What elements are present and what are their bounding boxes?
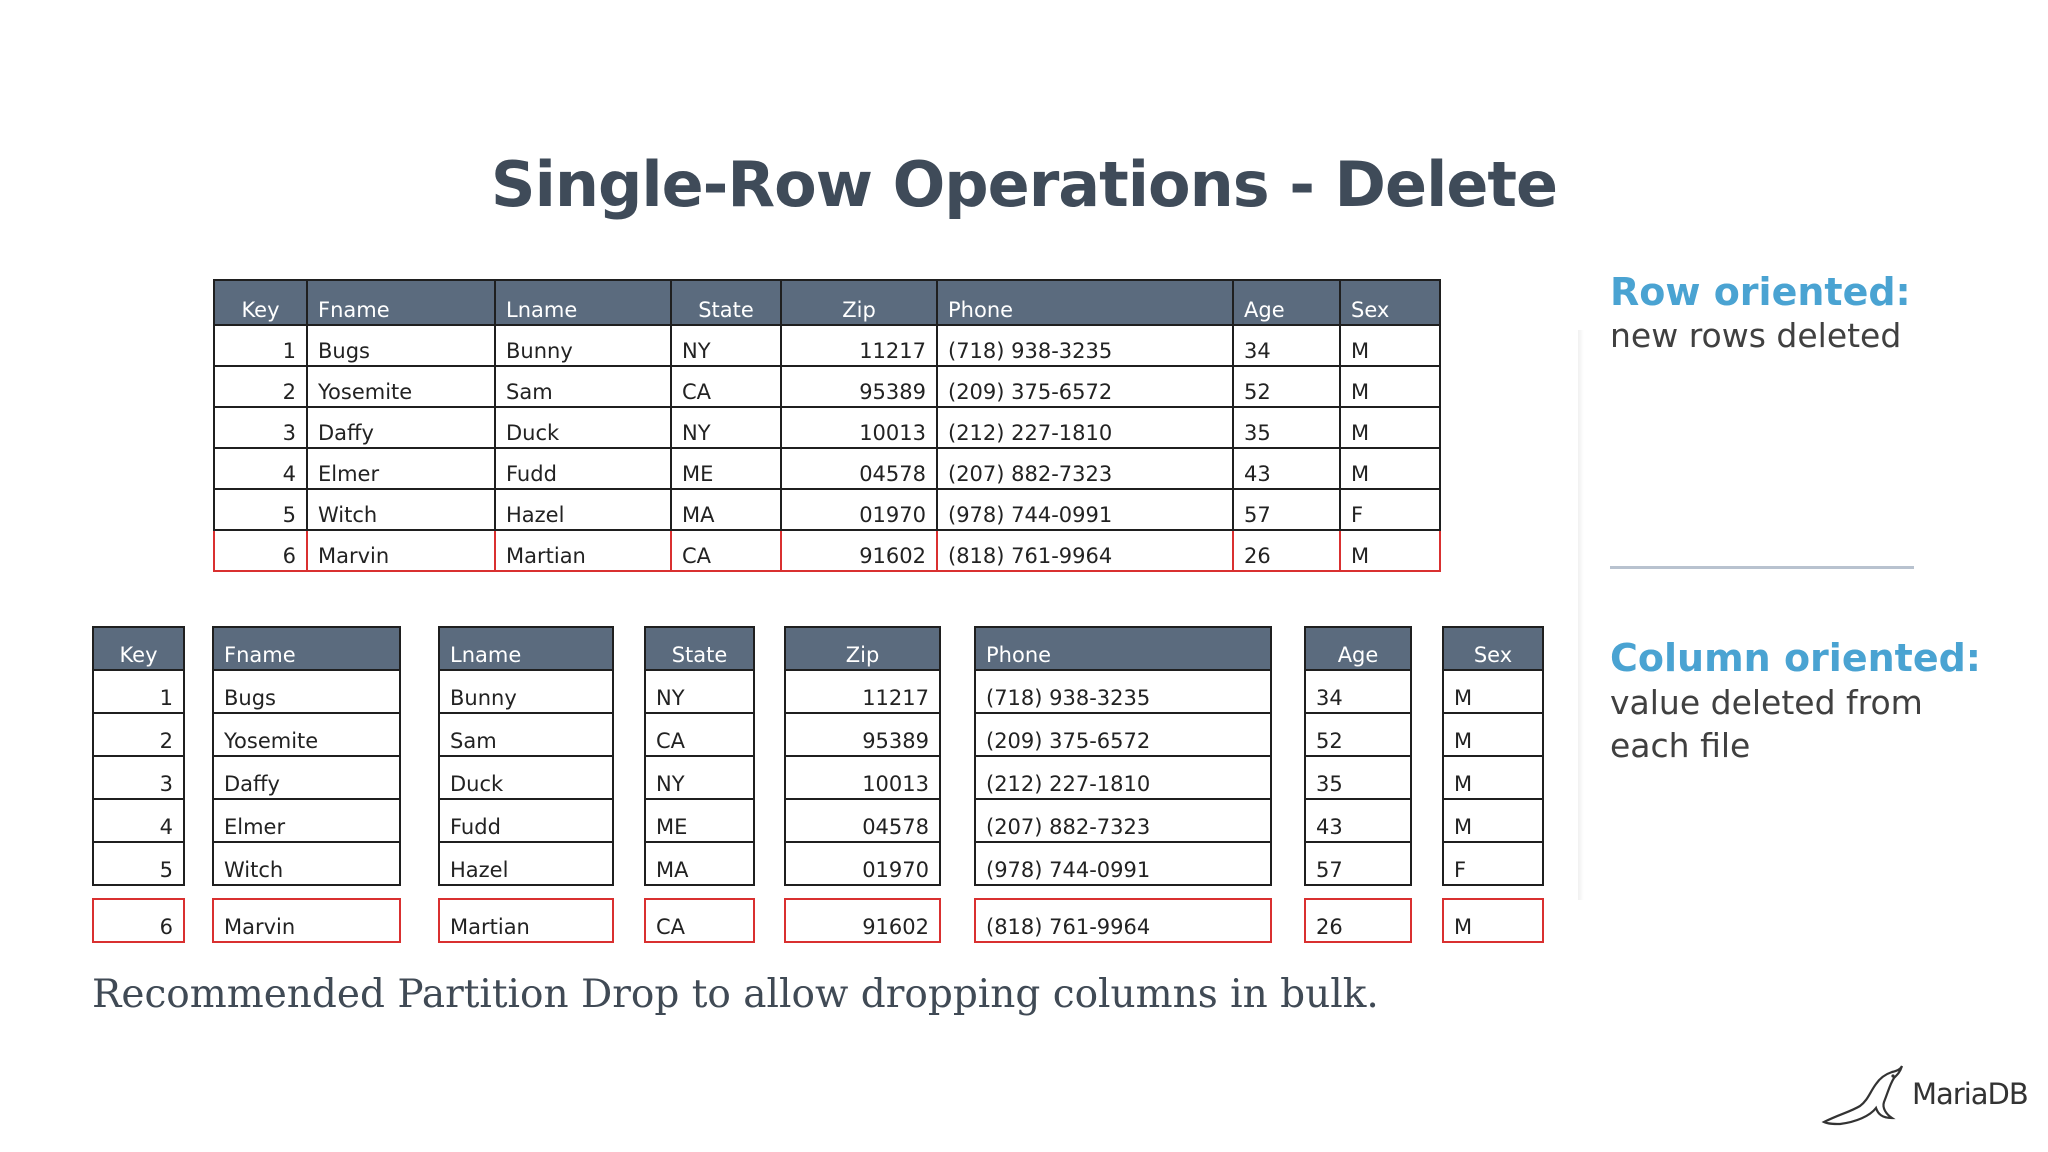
column-file-cell: Bugs: [213, 670, 400, 713]
column-oriented-heading: Column oriented:: [1610, 636, 1981, 680]
row-table-cell-lname: Hazel: [495, 489, 671, 530]
column-file-cell: (212) 227-1810: [975, 756, 1271, 799]
column-file-cell: Witch: [213, 842, 400, 885]
row-table-row: [214, 325, 1440, 366]
row-table-cell-phone: (212) 227-1810: [937, 407, 1233, 448]
column-file-row: [439, 670, 613, 713]
column-file-state: [644, 626, 755, 943]
row-table-cell-phone: (209) 375-6572: [937, 366, 1233, 407]
column-file-row: [93, 799, 184, 842]
row-table-cell-sex: M: [1340, 407, 1440, 448]
column-file-header: Lname: [439, 627, 613, 670]
column-file-cell: 5: [93, 842, 184, 885]
column-file-row: [645, 842, 754, 885]
column-file-cell: Bunny: [439, 670, 613, 713]
column-file-phone: [974, 626, 1272, 943]
column-file-cell: NY: [645, 670, 754, 713]
row-table-header: [214, 280, 1440, 325]
row-table-cell-fname: Elmer: [307, 448, 495, 489]
side-divider-shadow: [1578, 330, 1584, 900]
column-file-row: [785, 713, 940, 756]
column-file-row: [1443, 799, 1543, 842]
row-table-cell-fname: Bugs: [307, 325, 495, 366]
column-file-cell: M: [1443, 713, 1543, 756]
column-file-row: [93, 756, 184, 799]
column-file-cell: 6: [93, 899, 184, 942]
row-table-cell-lname: Duck: [495, 407, 671, 448]
column-file-age: [1304, 626, 1412, 943]
column-file-row: [975, 756, 1271, 799]
column-file-row: [975, 799, 1271, 842]
row-oriented-text: new rows deleted: [1610, 316, 1902, 355]
row-table-cell-key: 5: [214, 489, 307, 530]
column-file-row: [645, 899, 754, 942]
slide-title: Single-Row Operations - Delete: [490, 148, 1558, 221]
column-file-cell: 95389: [785, 713, 940, 756]
column-file-row: [975, 842, 1271, 885]
row-table-cell-state: MA: [671, 489, 781, 530]
column-file-header: Sex: [1443, 627, 1543, 670]
row-table-header-fname: Fname: [307, 280, 495, 325]
column-file-cell: CA: [645, 899, 754, 942]
column-file-row: [93, 842, 184, 885]
column-file-header: Phone: [975, 627, 1271, 670]
column-file-cell: 26: [1305, 899, 1411, 942]
row-table-cell-zip: 04578: [781, 448, 937, 489]
row-table-header-age: Age: [1233, 280, 1340, 325]
column-file-cell: 3: [93, 756, 184, 799]
column-file-cell: 35: [1305, 756, 1411, 799]
row-table-cell-lname: Bunny: [495, 325, 671, 366]
column-file-row: [1443, 713, 1543, 756]
row-table-cell-zip: 01970: [781, 489, 937, 530]
column-file-row: [1305, 713, 1411, 756]
column-file-row: [213, 799, 400, 842]
column-file-zip: [784, 626, 941, 943]
row-table-cell-state: NY: [671, 407, 781, 448]
column-file-row: [213, 670, 400, 713]
row-table-row: [214, 489, 1440, 530]
column-file-row: [645, 799, 754, 842]
column-file-cell: M: [1443, 756, 1543, 799]
row-table-cell-phone: (207) 882-7323: [937, 448, 1233, 489]
column-file-row: [1443, 842, 1543, 885]
row-table-cell-lname: Sam: [495, 366, 671, 407]
column-file-row: [213, 713, 400, 756]
row-oriented-heading: Row oriented:: [1610, 270, 1911, 314]
row-table-cell-lname: Martian: [495, 530, 671, 571]
column-file-cell: NY: [645, 756, 754, 799]
row-table-cell-sex: M: [1340, 448, 1440, 489]
column-file-row: [1443, 899, 1543, 942]
column-file-cell: MA: [645, 842, 754, 885]
column-file-row: [439, 756, 613, 799]
column-file-cell: 01970: [785, 842, 940, 885]
column-file-row: [213, 899, 400, 942]
row-table-header-sex: Sex: [1340, 280, 1440, 325]
row-table-cell-key: 4: [214, 448, 307, 489]
column-file-row: [93, 899, 184, 942]
row-table-header-lname: Lname: [495, 280, 671, 325]
column-file-cell: Hazel: [439, 842, 613, 885]
row-table-cell-key: 6: [214, 530, 307, 571]
column-file-fname: [212, 626, 401, 943]
column-oriented-text-2: each file: [1610, 726, 1751, 765]
row-table-cell-phone: (978) 744-0991: [937, 489, 1233, 530]
row-table-cell-fname: Marvin: [307, 530, 495, 571]
column-file-cell: 1: [93, 670, 184, 713]
row-table-cell-zip: 91602: [781, 530, 937, 571]
logo-text: MariaDB: [1912, 1077, 2028, 1111]
row-table-cell-age: 26: [1233, 530, 1340, 571]
column-file-cell: 10013: [785, 756, 940, 799]
column-file-row: [213, 842, 400, 885]
row-table-cell-age: 43: [1233, 448, 1340, 489]
row-table-cell-age: 34: [1233, 325, 1340, 366]
row-table-cell-state: NY: [671, 325, 781, 366]
column-file-lname: [438, 626, 614, 943]
row-table-cell-phone: (818) 761-9964: [937, 530, 1233, 571]
row-table-cell-age: 57: [1233, 489, 1340, 530]
column-file-row: [975, 670, 1271, 713]
row-table-cell-zip: 95389: [781, 366, 937, 407]
column-file-cell: F: [1443, 842, 1543, 885]
side-separator: [1610, 566, 1914, 569]
column-file-cell: 4: [93, 799, 184, 842]
column-file-cell: 2: [93, 713, 184, 756]
column-file-row: [975, 713, 1271, 756]
column-file-row: [645, 756, 754, 799]
column-file-row: [213, 756, 400, 799]
column-file-row: [785, 670, 940, 713]
column-file-header: State: [645, 627, 754, 670]
row-table-row: [214, 448, 1440, 489]
row-table-header-zip: Zip: [781, 280, 937, 325]
column-file-key: [92, 626, 185, 943]
row-table-header-state: State: [671, 280, 781, 325]
column-file-cell: 52: [1305, 713, 1411, 756]
row-table-cell-state: CA: [671, 366, 781, 407]
column-file-sex: [1442, 626, 1544, 943]
row-table-row: [214, 530, 1440, 571]
column-file-cell: 34: [1305, 670, 1411, 713]
column-file-cell: Elmer: [213, 799, 400, 842]
column-file-cell: Yosemite: [213, 713, 400, 756]
column-file-cell: M: [1443, 899, 1543, 942]
column-file-cell: 04578: [785, 799, 940, 842]
column-file-row: [1305, 842, 1411, 885]
row-table-cell-sex: M: [1340, 325, 1440, 366]
column-file-row: [1305, 899, 1411, 942]
column-file-row: [1305, 670, 1411, 713]
column-file-cell: (978) 744-0991: [975, 842, 1271, 885]
row-table-header-key: Key: [214, 280, 307, 325]
column-file-row: [439, 842, 613, 885]
row-table-cell-age: 52: [1233, 366, 1340, 407]
column-file-row: [1443, 670, 1543, 713]
column-file-row: [93, 713, 184, 756]
column-file-row: [645, 670, 754, 713]
column-file-cell: (209) 375-6572: [975, 713, 1271, 756]
row-table-cell-zip: 11217: [781, 325, 937, 366]
column-file-row: [439, 799, 613, 842]
row-table-cell-sex: M: [1340, 530, 1440, 571]
row-table-row: [214, 407, 1440, 448]
column-file-row: [785, 756, 940, 799]
row-table-cell-phone: (718) 938-3235: [937, 325, 1233, 366]
row-table-cell-zip: 10013: [781, 407, 937, 448]
column-file-row: [975, 899, 1271, 942]
column-file-row: [645, 713, 754, 756]
row-table-cell-age: 35: [1233, 407, 1340, 448]
column-file-cell: (818) 761-9964: [975, 899, 1271, 942]
row-table-cell-key: 1: [214, 325, 307, 366]
mariadb-logo: [1820, 1062, 2028, 1126]
column-file-cell: (207) 882-7323: [975, 799, 1271, 842]
column-file-cell: M: [1443, 799, 1543, 842]
column-file-row: [1305, 799, 1411, 842]
row-table-row: [214, 366, 1440, 407]
column-file-header: Age: [1305, 627, 1411, 670]
column-oriented-text-1: value deleted from: [1610, 683, 1923, 722]
column-file-row: [1443, 756, 1543, 799]
sea-lion-icon: [1820, 1062, 1910, 1126]
column-file-header: Zip: [785, 627, 940, 670]
column-file-cell: Martian: [439, 899, 613, 942]
column-file-row: [785, 899, 940, 942]
row-oriented-table: [213, 279, 1441, 572]
column-file-cell: Marvin: [213, 899, 400, 942]
column-file-cell: M: [1443, 670, 1543, 713]
column-file-cell: Daffy: [213, 756, 400, 799]
column-file-cell: Sam: [439, 713, 613, 756]
row-table-cell-sex: M: [1340, 366, 1440, 407]
row-table-cell-fname: Yosemite: [307, 366, 495, 407]
column-file-row: [439, 713, 613, 756]
column-file-cell: 43: [1305, 799, 1411, 842]
row-table-cell-fname: Daffy: [307, 407, 495, 448]
row-table-header-phone: Phone: [937, 280, 1233, 325]
column-file-cell: (718) 938-3235: [975, 670, 1271, 713]
column-file-cell: 91602: [785, 899, 940, 942]
row-table-cell-key: 2: [214, 366, 307, 407]
row-table-cell-state: CA: [671, 530, 781, 571]
column-file-cell: Duck: [439, 756, 613, 799]
column-file-row: [93, 670, 184, 713]
row-table-cell-fname: Witch: [307, 489, 495, 530]
row-table-cell-lname: Fudd: [495, 448, 671, 489]
row-table-cell-state: ME: [671, 448, 781, 489]
column-file-cell: CA: [645, 713, 754, 756]
column-file-cell: 57: [1305, 842, 1411, 885]
column-file-row: [1305, 756, 1411, 799]
row-table-cell-key: 3: [214, 407, 307, 448]
column-file-header: Key: [93, 627, 184, 670]
footer-note: Recommended Partition Drop to allow dropping columns in bulk.: [92, 972, 1379, 1017]
column-file-cell: Fudd: [439, 799, 613, 842]
column-file-cell: 11217: [785, 670, 940, 713]
column-file-header: Fname: [213, 627, 400, 670]
column-file-row: [439, 899, 613, 942]
row-table-cell-sex: F: [1340, 489, 1440, 530]
column-file-cell: ME: [645, 799, 754, 842]
column-file-row: [785, 842, 940, 885]
column-file-row: [785, 799, 940, 842]
